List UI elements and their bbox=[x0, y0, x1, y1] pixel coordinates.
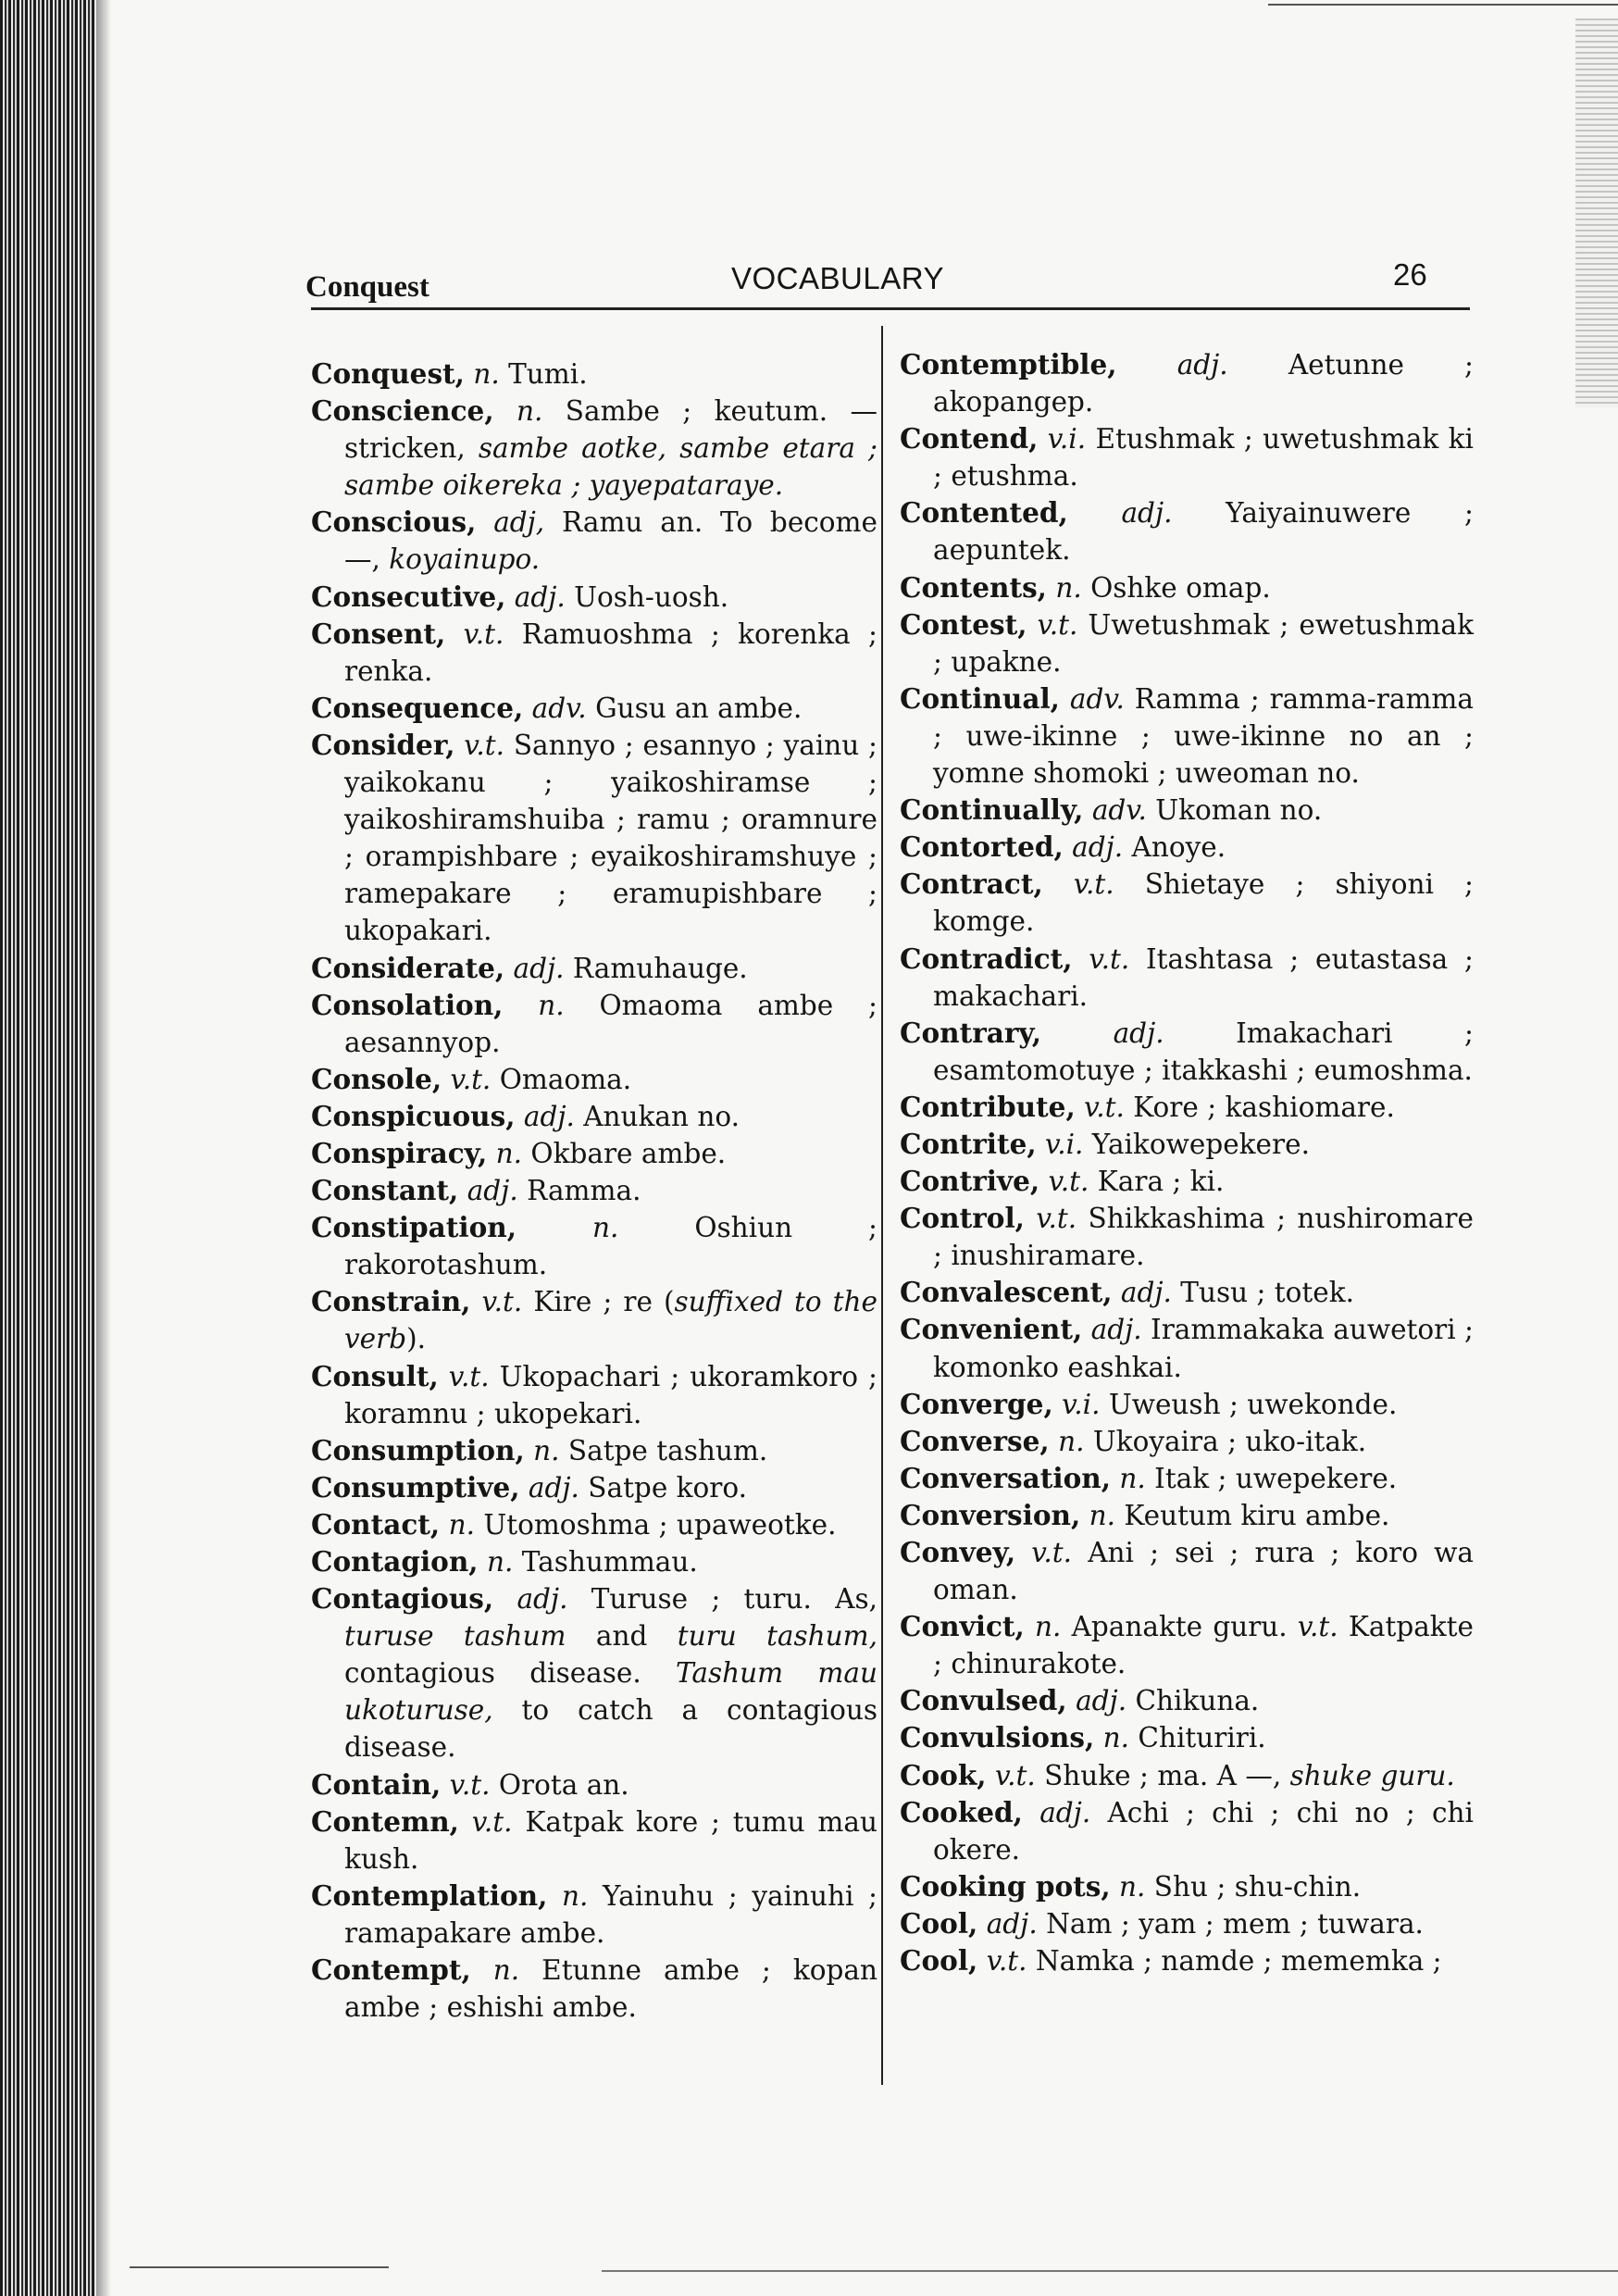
definition: Ukoman no. bbox=[1146, 794, 1323, 827]
headword: Contempt, bbox=[311, 1953, 471, 1987]
definition: Namka ; namde ; mememka ; bbox=[1027, 1945, 1442, 1978]
definition: contagious disease. bbox=[344, 1657, 677, 1690]
headword: Contemptible, bbox=[900, 348, 1117, 381]
headword: Convalescent, bbox=[900, 1276, 1113, 1309]
definition: Chikuna. bbox=[1126, 1685, 1260, 1717]
headword: Consumption, bbox=[311, 1433, 525, 1466]
definition: Tumi. bbox=[499, 358, 588, 390]
definition: Etunne ambe ; kopan ambe ; eshishi ambe. bbox=[344, 1954, 877, 2024]
definition: Ramma. bbox=[517, 1175, 641, 1207]
right-column bbox=[900, 346, 1474, 1979]
headword: Consider, bbox=[311, 728, 455, 761]
definition: ). bbox=[406, 1323, 427, 1355]
definition: Apanakte guru. bbox=[1061, 1611, 1298, 1643]
definition: Ramuhauge. bbox=[564, 952, 748, 984]
definition: Katpakte ; chinurakote. bbox=[933, 1611, 1474, 1680]
part-of-speech: n. bbox=[1055, 571, 1082, 604]
dictionary-entry bbox=[900, 1868, 1474, 1905]
definition-italic: Tashum mau ukoturuse, bbox=[344, 1657, 877, 1727]
definition: Oshiun ; rakorotashum. bbox=[344, 1212, 877, 1281]
dictionary-entry bbox=[900, 1311, 1474, 1385]
dictionary-entry bbox=[311, 1543, 877, 1580]
dictionary-entry bbox=[311, 1135, 877, 1172]
definition-italic: shuke guru. bbox=[1289, 1759, 1455, 1791]
part-of-speech: n. bbox=[486, 1546, 514, 1578]
dictionary-entry bbox=[900, 1015, 1474, 1089]
dictionary-entry bbox=[311, 1061, 877, 1098]
headword: Converse, bbox=[900, 1424, 1050, 1457]
dictionary-entry bbox=[900, 1942, 1474, 1979]
dictionary-entry bbox=[900, 1497, 1474, 1534]
part-of-speech: adv. bbox=[531, 692, 587, 724]
headword: Constrain, bbox=[311, 1285, 471, 1318]
part-of-speech: n. bbox=[1058, 1425, 1085, 1457]
headword: Conversion, bbox=[900, 1498, 1081, 1531]
definition: Anoye. bbox=[1123, 831, 1226, 864]
definition: Kore ; kashiomare. bbox=[1124, 1091, 1395, 1123]
definition: Tusu ; totek. bbox=[1171, 1277, 1354, 1309]
headword: Constipation, bbox=[311, 1211, 517, 1244]
part-of-speech: n. bbox=[1089, 1499, 1116, 1531]
headword: Conscience, bbox=[311, 394, 494, 428]
dictionary-entry bbox=[311, 727, 877, 950]
definition: Orota an. bbox=[490, 1768, 629, 1801]
headword: Considerate, bbox=[311, 951, 505, 984]
dictionary-entry bbox=[900, 680, 1474, 792]
dictionary-entry bbox=[311, 690, 877, 727]
definition: Yaiyainuwere ; aepuntek. bbox=[933, 497, 1474, 567]
dictionary-entry bbox=[311, 950, 877, 987]
dictionary-entry bbox=[311, 1766, 877, 1803]
headword: Cool, bbox=[900, 1944, 978, 1978]
dictionary-entry bbox=[900, 1794, 1474, 1868]
headword: Consolation, bbox=[311, 988, 504, 1021]
headword: Contain, bbox=[311, 1767, 442, 1801]
part-of-speech: adv. bbox=[1069, 682, 1125, 715]
definition-italic: v.t. bbox=[1297, 1611, 1338, 1643]
definition: Ramuoshma ; korenka ; renka. bbox=[344, 618, 877, 687]
dictionary-entry bbox=[311, 1432, 877, 1469]
definition: Satpe koro. bbox=[579, 1471, 748, 1504]
dictionary-entry bbox=[311, 1952, 877, 2026]
definition: to catch a contagious disease. bbox=[344, 1694, 877, 1764]
definition-italic: turuse tashum bbox=[344, 1620, 566, 1653]
dictionary-entry bbox=[900, 494, 1474, 568]
dictionary-entry bbox=[900, 1386, 1474, 1423]
dictionary-entry bbox=[900, 1534, 1474, 1608]
dictionary-entry bbox=[900, 606, 1474, 680]
definition: Nam ; yam ; mem ; tuwara. bbox=[1037, 1907, 1424, 1940]
part-of-speech: v.i. bbox=[1047, 423, 1087, 455]
headword: Converge, bbox=[900, 1387, 1053, 1420]
part-of-speech: v.i. bbox=[1062, 1388, 1101, 1420]
definition: Chituriri. bbox=[1129, 1722, 1266, 1754]
dictionary-entry bbox=[900, 1089, 1474, 1126]
part-of-speech: v.i. bbox=[1045, 1128, 1084, 1160]
headword: Contemn, bbox=[311, 1804, 459, 1838]
definition: Etushmak ; uwetushmak ki ; etushma. bbox=[933, 423, 1474, 493]
dictionary-entry bbox=[311, 1283, 877, 1357]
part-of-speech: n. bbox=[448, 1508, 475, 1541]
dictionary-entry bbox=[311, 1358, 877, 1432]
part-of-speech: v.t. bbox=[463, 618, 504, 650]
definition: Omaoma. bbox=[491, 1063, 632, 1095]
running-title: VOCABULARY bbox=[731, 261, 944, 295]
part-of-speech: v.t. bbox=[1084, 1091, 1125, 1123]
headword: Contest, bbox=[900, 607, 1027, 641]
dictionary-entry bbox=[900, 1126, 1474, 1163]
headword: Cooked, bbox=[900, 1795, 1023, 1828]
part-of-speech: n. bbox=[492, 1954, 520, 1987]
definition-italic: koyainupo. bbox=[389, 543, 541, 576]
dictionary-entry bbox=[900, 1200, 1474, 1274]
definition: Okbare ambe. bbox=[522, 1137, 727, 1169]
dictionary-entry bbox=[900, 346, 1474, 420]
definition: Ramma ; ramma-ramma ; uwe-ikinne ; uwe-ikinne no an ; yomne shomoki ; uweoman no. bbox=[933, 682, 1474, 790]
part-of-speech: adj. bbox=[528, 1471, 579, 1504]
definition: Irammakaka auwetori ; komonko eashkai. bbox=[933, 1314, 1474, 1383]
part-of-speech: n. bbox=[591, 1212, 619, 1244]
part-of-speech: v.t. bbox=[1036, 1203, 1077, 1235]
part-of-speech: v.t. bbox=[1073, 868, 1114, 901]
dictionary-entry bbox=[311, 1506, 877, 1543]
definition: Ani ; sei ; rura ; koro wa oman. bbox=[933, 1537, 1474, 1606]
dictionary-entry bbox=[900, 1460, 1474, 1497]
dictionary-entry bbox=[311, 1209, 877, 1283]
dictionary-entry bbox=[311, 356, 877, 393]
part-of-speech: adj. bbox=[1039, 1796, 1091, 1828]
part-of-speech: n. bbox=[517, 395, 543, 428]
definition-italic: suffixed to the verb bbox=[344, 1286, 877, 1355]
part-of-speech: v.t. bbox=[986, 1945, 1027, 1978]
headword: Conscious, bbox=[311, 505, 477, 539]
part-of-speech: n. bbox=[533, 1434, 560, 1466]
headword: Consumptive, bbox=[311, 1470, 520, 1504]
headword: Contradict, bbox=[900, 942, 1073, 975]
part-of-speech: adj. bbox=[513, 952, 565, 984]
scan-edge-line bbox=[602, 2270, 1618, 2272]
headword: Conquest, bbox=[311, 357, 465, 390]
dictionary-entry bbox=[311, 1172, 877, 1209]
definition: Uwetushmak ; ewetushmak ; upakne. bbox=[933, 608, 1474, 678]
part-of-speech: adj. bbox=[1076, 1685, 1127, 1717]
definition: Shu ; shu-chin. bbox=[1145, 1870, 1362, 1903]
headword: Consent, bbox=[311, 617, 446, 650]
part-of-speech: adj. bbox=[986, 1907, 1038, 1940]
part-of-speech: n. bbox=[1102, 1722, 1129, 1754]
definition: Aetunne ; akopangep. bbox=[933, 349, 1474, 418]
part-of-speech: adj, bbox=[493, 506, 545, 539]
header-rule bbox=[311, 307, 1470, 310]
part-of-speech: n. bbox=[538, 989, 565, 1021]
headword: Conspicuous, bbox=[311, 1099, 516, 1132]
headword: Contract, bbox=[900, 867, 1043, 901]
headword: Contend, bbox=[900, 422, 1039, 455]
headword: Convenient, bbox=[900, 1313, 1083, 1346]
definition: Tashummau. bbox=[513, 1546, 698, 1578]
part-of-speech: v.t. bbox=[448, 1360, 490, 1392]
dictionary-entry bbox=[311, 1878, 877, 1952]
part-of-speech: v.t. bbox=[464, 729, 505, 761]
scan-edge-line bbox=[1268, 4, 1618, 6]
part-of-speech: adj. bbox=[467, 1175, 518, 1207]
definition: Kara ; ki. bbox=[1089, 1166, 1225, 1198]
definition: Ukoyaira ; uko-itak. bbox=[1084, 1425, 1367, 1457]
headword: Convey, bbox=[900, 1536, 1016, 1568]
definition-italic: sambe aotke, sambe etara ; sambe oikereka ; yayepataraye. bbox=[344, 432, 877, 502]
headword: Conversation, bbox=[900, 1461, 1112, 1494]
headword: Constant, bbox=[311, 1174, 459, 1207]
headword: Cooking pots, bbox=[900, 1869, 1111, 1903]
dictionary-entry bbox=[900, 1274, 1474, 1311]
definition: Shietaye ; shiyoni ; komge. bbox=[933, 868, 1474, 938]
dictionary-entry bbox=[900, 420, 1474, 494]
definition: Ukopachari ; ukoramkoro ; koramnu ; ukopekari. bbox=[344, 1360, 877, 1429]
dictionary-entry bbox=[311, 504, 877, 578]
headword: Convict, bbox=[900, 1610, 1025, 1643]
page-number: 26 bbox=[1393, 257, 1427, 292]
dictionary-entry bbox=[900, 1163, 1474, 1200]
part-of-speech: adv. bbox=[1091, 794, 1147, 827]
headword: Contents, bbox=[900, 570, 1047, 604]
part-of-speech: n. bbox=[473, 358, 500, 390]
dictionary-entry bbox=[311, 987, 877, 1061]
part-of-speech: n. bbox=[1035, 1611, 1062, 1643]
definition: Shuke ; ma. A —, bbox=[1035, 1759, 1290, 1791]
part-of-speech: adj. bbox=[1072, 831, 1124, 864]
dictionary-entry bbox=[900, 829, 1474, 866]
dictionary-entry bbox=[900, 1757, 1474, 1794]
definition: Sambe ; keutum. —stricken, bbox=[344, 395, 877, 465]
part-of-speech: adj. bbox=[1113, 1017, 1164, 1049]
definition-italic: turu tashum, bbox=[677, 1620, 878, 1653]
headword: Contact, bbox=[311, 1507, 441, 1541]
headword: Convulsions, bbox=[900, 1721, 1095, 1754]
dictionary-entry bbox=[900, 1608, 1474, 1682]
headword: Contorted, bbox=[900, 830, 1064, 864]
definition: and bbox=[566, 1620, 678, 1653]
headword: Cook, bbox=[900, 1758, 987, 1791]
definition: Kire ; re ( bbox=[522, 1286, 675, 1318]
definition: Satpe tashum. bbox=[559, 1434, 768, 1466]
definition: Achi ; chi ; chi no ; chi okere. bbox=[933, 1796, 1474, 1866]
definition: Shikkashima ; nushiromare ; inushiramare. bbox=[933, 1203, 1474, 1272]
headword: Consequence, bbox=[311, 691, 524, 724]
definition: Oshke omap. bbox=[1081, 571, 1271, 604]
part-of-speech: adj. bbox=[514, 580, 566, 613]
part-of-speech: v.t. bbox=[1089, 942, 1130, 975]
dictionary-entry bbox=[311, 393, 877, 504]
dictionary-entry bbox=[900, 1719, 1474, 1756]
left-column bbox=[311, 356, 877, 2026]
binding-shadow bbox=[96, 0, 111, 2296]
headword: Console, bbox=[311, 1062, 442, 1095]
part-of-speech: v.t. bbox=[1031, 1537, 1073, 1568]
definition: Yainuhu ; yainuhi ; ramapakare ambe. bbox=[344, 1879, 877, 1949]
part-of-speech: adj. bbox=[1090, 1314, 1142, 1346]
column-divider bbox=[881, 326, 883, 2085]
headword: Control, bbox=[900, 1202, 1025, 1235]
dictionary-entry bbox=[900, 569, 1474, 606]
dictionary-entry bbox=[900, 1682, 1474, 1719]
dictionary-entry bbox=[900, 792, 1474, 829]
part-of-speech: v.t. bbox=[449, 1768, 491, 1801]
dictionary-entry bbox=[311, 579, 877, 616]
definition: Itak ; uwepekere. bbox=[1145, 1462, 1398, 1494]
part-of-speech: v.t. bbox=[450, 1063, 492, 1095]
dictionary-entry bbox=[311, 1469, 877, 1506]
definition: Omaoma ambe ; aesannyop. bbox=[344, 989, 877, 1058]
definition: Keutum kiru ambe. bbox=[1115, 1499, 1390, 1531]
scan-edge-line bbox=[130, 2266, 389, 2268]
part-of-speech: v.t. bbox=[1037, 608, 1078, 641]
definition: Itashtasa ; eutastasa ; makachari. bbox=[933, 942, 1474, 1012]
part-of-speech: v.t. bbox=[1048, 1166, 1089, 1198]
headword: Contrite, bbox=[900, 1127, 1037, 1160]
part-of-speech: adj. bbox=[517, 1583, 568, 1616]
part-of-speech: n. bbox=[1119, 1462, 1146, 1494]
headword: Conspiracy, bbox=[311, 1136, 488, 1169]
definition: Ramu an. To become —, bbox=[344, 506, 877, 576]
headword: Consult, bbox=[311, 1359, 439, 1392]
definition: Katpak kore ; tumu mau kush. bbox=[344, 1805, 877, 1875]
part-of-speech: n. bbox=[1119, 1870, 1146, 1903]
headword: Contagion, bbox=[311, 1545, 479, 1578]
dictionary-entry bbox=[311, 1580, 877, 1766]
definition: Utomoshma ; upaweotke. bbox=[474, 1508, 837, 1541]
page-edge-shadow bbox=[1575, 19, 1618, 407]
headword: Contrive, bbox=[900, 1165, 1040, 1198]
part-of-speech: n. bbox=[495, 1137, 523, 1169]
part-of-speech: adj. bbox=[1121, 497, 1173, 530]
definition: Yaikowepekere. bbox=[1083, 1128, 1310, 1160]
dictionary-entry bbox=[311, 1098, 877, 1135]
headword: Contribute, bbox=[900, 1090, 1076, 1123]
definition: Uosh-uosh. bbox=[565, 580, 729, 613]
part-of-speech: adj. bbox=[523, 1100, 575, 1132]
headword: Consecutive, bbox=[311, 580, 506, 613]
dictionary-entry bbox=[311, 616, 877, 690]
definition: Anukan no. bbox=[574, 1100, 740, 1132]
headword: Cool, bbox=[900, 1906, 978, 1940]
part-of-speech: adj. bbox=[1176, 349, 1228, 381]
definition: Turuse ; turu. As, bbox=[567, 1583, 877, 1616]
headword: Contagious, bbox=[311, 1582, 494, 1616]
headword: Continual, bbox=[900, 681, 1060, 715]
dictionary-entry bbox=[900, 1423, 1474, 1460]
dictionary-entry bbox=[900, 941, 1474, 1015]
guide-word: Conquest bbox=[305, 270, 429, 304]
dictionary-entry bbox=[311, 1803, 877, 1878]
definition: Uweush ; uwekonde. bbox=[1100, 1388, 1398, 1420]
headword: Contented, bbox=[900, 496, 1068, 530]
part-of-speech: v.t. bbox=[481, 1286, 523, 1318]
definition: Sannyo ; esannyo ; yainu ; yaikokanu ; yaikoshiramse ; yaikoshiramshuiba ; ramu ; oramnure ; orampishbare ; eyaikoshiramshuye ; ramepakare ; eramupishbare ; ukopakari. bbox=[344, 729, 877, 947]
part-of-speech: adj. bbox=[1120, 1277, 1172, 1309]
part-of-speech: v.t. bbox=[471, 1805, 513, 1838]
dictionary-entry bbox=[900, 866, 1474, 940]
headword: Continually, bbox=[900, 793, 1084, 827]
definition: Imakachari ; esamtomotuye ; itakkashi ; eumoshma. bbox=[933, 1017, 1474, 1086]
part-of-speech: v.t. bbox=[994, 1759, 1036, 1791]
part-of-speech: n. bbox=[562, 1879, 589, 1912]
headword: Convulsed, bbox=[900, 1684, 1067, 1717]
dictionary-entry bbox=[900, 1905, 1474, 1942]
book-binding-edge bbox=[0, 0, 96, 2296]
definition: Gusu an ambe. bbox=[586, 692, 803, 724]
headword: Contemplation, bbox=[311, 1878, 548, 1912]
headword: Contrary, bbox=[900, 1016, 1042, 1049]
